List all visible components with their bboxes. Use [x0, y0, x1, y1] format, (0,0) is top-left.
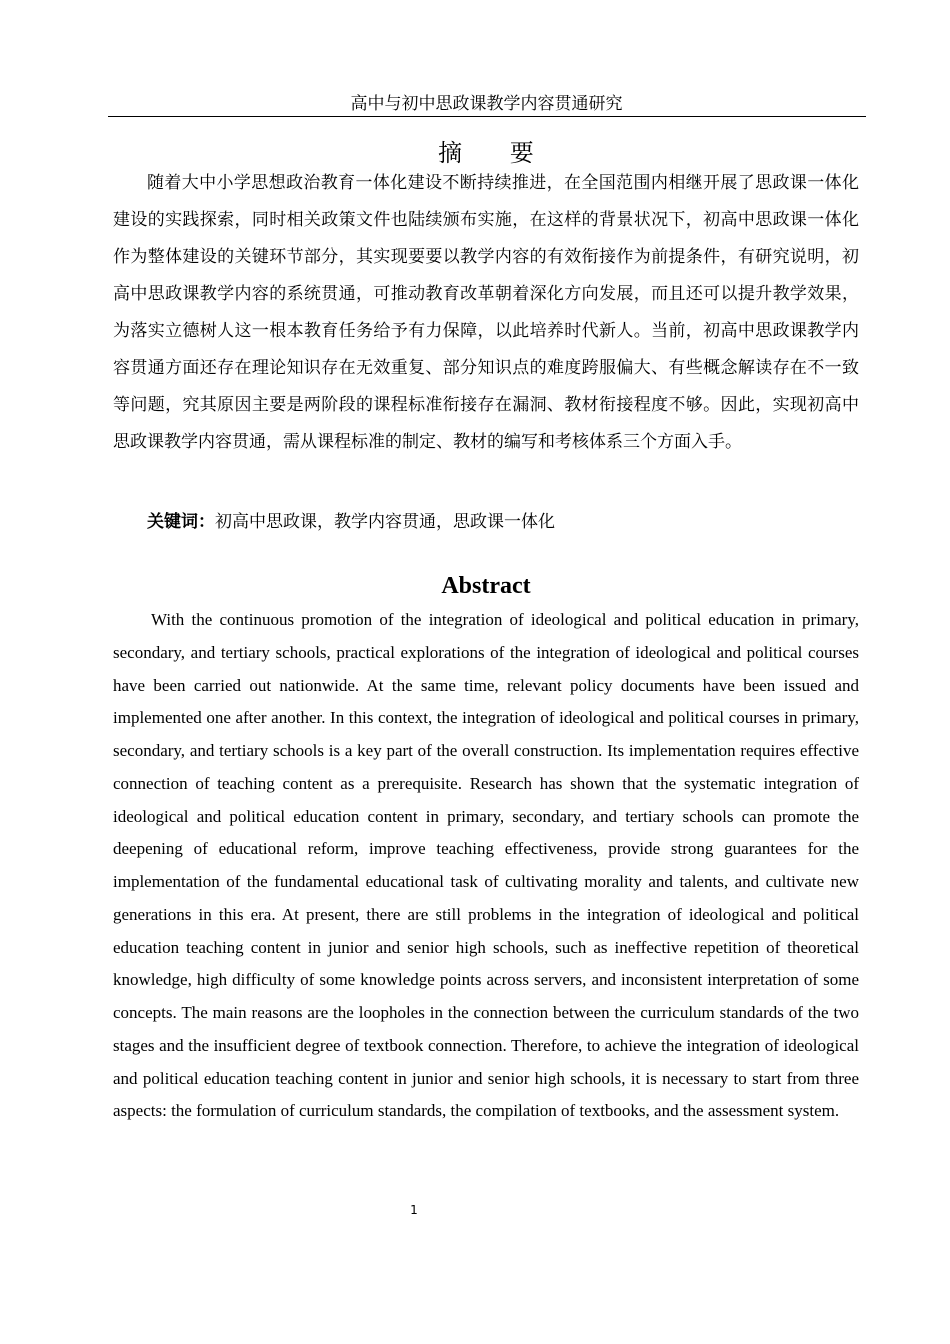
keywords-label: 关键词：	[147, 512, 215, 532]
header-rule	[108, 116, 866, 117]
abstract-en-body: With the continuous promotion of the integration of ideological and political education in primary, secondary, and tertiary schools, practical explorations of the integration of ideological and political courses have been carried out nationwide. At the same time, relevant policy documents have been issued and implemented one after another. In this context, the integration of ideological and political courses in primary, secondary, and tertiary schools is a key part of the overall construction. Its implementation requires effective connection of teaching content as a prerequisite. Research has shown that the systematic integration of ideological and political education content in primary, secondary, and tertiary schools can promote the deepening of educational reform, improve teaching effectiveness, provide strong guarantees for the implementation of the fundamental educational task of cultivating morality and talents, and cultivate new generations in this era. At present, there are still problems in the integration of ideological and political education teaching content in junior and senior high schools, such as ineffective repetition of theoretical knowledge, high difficulty of some knowledge points across servers, and inconsistent interpretation of some concepts. The main reasons are the loopholes in the connection between the curriculum standards of the two stages and the insufficient degree of textbook connection. Therefore, to achieve the integration of ideological and political education teaching content in junior and senior high schools, it is necessary to start from three aspects: the formulation of curriculum standards, the compilation of textbooks, and the assessment system.	[113, 610, 859, 1121]
abstract-cn-keywords	[113, 506, 859, 538]
keywords-text: 初高中思政课，教学内容贯通，思政课一体化	[215, 512, 555, 532]
page-number: 1	[410, 1203, 418, 1217]
abstract-en-title: Abstract	[441, 573, 531, 599]
abstract-cn-body: 随着大中小学思想政治教育一体化建设不断持续推进，在全国范围内相继开展了思政课一体化建设的实践探索，同时相关政策文件也陆续颁布实施，在这样的背景状况下，初高中思政课一体化作为整体建设的关键环节部分，其实现要要以教学内容的有效衔接作为前提条件，有研究说明，初高中思政课教学内容的系统贯通，可推动教育改革朝着深化方向发展，而且还可以提升教学效果，为落实立德树人这一根本教育任务给予有力保障，以此培养时代新人。当前，初高中思政课教学内容贯通方面还存在理论知识存在无效重复、部分知识点的难度跨服偏大、有些概念解读存在不一致等问题，究其原因主要是两阶段的课程标准衔接存在漏洞、教材衔接程度不够。因此，实现初高中思政课教学内容贯通，需从课程标准的制定、教材的编写和考核体系三个方面入手。	[113, 173, 859, 452]
abstract-cn-title: 摘 要	[438, 139, 554, 167]
running-header-title: 高中与初中思政课教学内容贯通研究	[350, 94, 623, 114]
